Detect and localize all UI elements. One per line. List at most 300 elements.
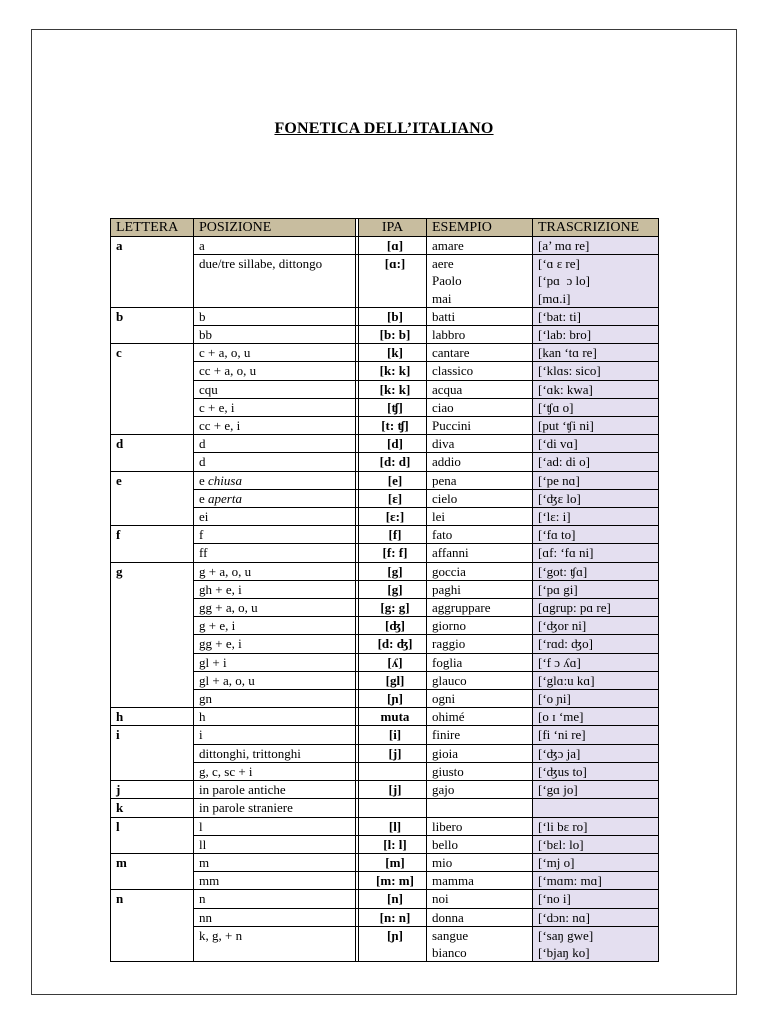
cell-esempio	[427, 671, 533, 689]
cell-trascrizione	[533, 599, 659, 617]
posizione-text: e	[199, 490, 209, 506]
trascrizione-text: [‘bɛl: lo]	[538, 836, 584, 852]
trascrizione-text: [‘mɑm: mɑ]	[538, 873, 602, 889]
posizione-text: due/tre sillabe, dittongo	[199, 256, 323, 272]
table-row	[111, 307, 659, 325]
cell-trascrizione	[533, 890, 659, 908]
posizione-text: mm	[199, 873, 220, 889]
trascrizione-text: [‘ʤus to]	[538, 763, 587, 779]
trascrizione-text: [fi ‘ni re]	[538, 727, 586, 743]
cell-trascrizione	[533, 526, 659, 544]
trascrizione-text	[538, 799, 658, 816]
cell-trascrizione	[533, 255, 659, 308]
cell-posizione	[194, 326, 356, 344]
esempio-text: cantare	[432, 345, 470, 361]
esempio-text: noi	[432, 891, 449, 907]
cell-esempio	[427, 926, 533, 961]
table-row	[111, 237, 659, 255]
table-row	[111, 508, 659, 526]
cell-trascrizione	[533, 362, 659, 380]
cell-ipa: [m]	[359, 853, 427, 871]
cell-posizione	[194, 580, 356, 598]
posizione-text: h	[199, 709, 206, 725]
cell-posizione	[194, 726, 356, 744]
cell-posizione	[194, 872, 356, 890]
cell-esempio	[427, 853, 533, 871]
cell-ipa: [ɛ]	[359, 489, 427, 507]
trascrizione-text: [‘klɑs: sico]	[538, 363, 601, 379]
trascrizione-text: [‘ʤɛ lo]	[538, 490, 581, 506]
table-row	[111, 362, 659, 380]
posizione-text: c + e, i	[199, 399, 235, 415]
cell-esempio	[427, 908, 533, 926]
trascrizione-text: [‘dɔn: nɑ]	[538, 909, 590, 925]
cell-esempio	[427, 255, 533, 308]
cell-ipa: [t: ʧ]	[359, 417, 427, 435]
cell-ipa: [ɲ]	[359, 926, 427, 961]
cell-posizione	[194, 453, 356, 471]
cell-esempio	[427, 635, 533, 653]
cell-trascrizione	[533, 799, 659, 817]
esempio-text: aere	[432, 256, 454, 272]
esempio-text: mamma	[432, 873, 474, 889]
cell-esempio	[427, 690, 533, 708]
cell-lettera: b	[111, 307, 194, 343]
table-row	[111, 726, 659, 744]
cell-ipa: muta	[359, 708, 427, 726]
posizione-text: d	[199, 436, 206, 452]
posizione-text: in parole antiche	[199, 782, 286, 798]
cell-ipa: [ɑ]	[359, 237, 427, 255]
trascrizione-text: [‘lɛ: i]	[538, 509, 571, 525]
esempio-text: fato	[432, 527, 453, 543]
esempio-text: affanni	[432, 545, 469, 561]
posizione-text: ff	[199, 545, 208, 561]
cell-posizione	[194, 908, 356, 926]
cell-trascrizione	[533, 653, 659, 671]
cell-trascrizione	[533, 237, 659, 255]
trascrizione-text: [put ‘ʧi ni]	[538, 418, 594, 434]
esempio-text: mio	[432, 854, 453, 870]
cell-trascrizione	[533, 580, 659, 598]
cell-ipa	[359, 799, 427, 817]
cell-esempio	[427, 526, 533, 544]
cell-posizione	[194, 398, 356, 416]
esempio-text: batti	[432, 308, 456, 324]
esempio-text: bello	[432, 836, 458, 852]
cell-lettera: g	[111, 562, 194, 708]
cell-posizione	[194, 489, 356, 507]
trascrizione-text: [a’ mɑ re]	[538, 238, 590, 253]
header-posizione: POSIZIONE	[194, 219, 356, 237]
esempio-text: ciao	[432, 399, 454, 415]
cell-trascrizione	[533, 817, 659, 835]
table-header-row	[111, 219, 659, 237]
cell-lettera: a	[111, 237, 194, 308]
table-row	[111, 690, 659, 708]
esempio-text: diva	[432, 436, 455, 452]
posizione-text: gn	[199, 691, 212, 707]
cell-ipa: [ʤ]	[359, 617, 427, 635]
cell-esempio	[427, 799, 533, 817]
cell-ipa: [ʎ]	[359, 653, 427, 671]
posizione-text: dittonghi, trittonghi	[199, 745, 301, 761]
cell-esempio	[427, 344, 533, 362]
cell-posizione	[194, 435, 356, 453]
cell-esempio	[427, 890, 533, 908]
posizione-text: ei	[199, 509, 209, 525]
cell-posizione	[194, 817, 356, 835]
cell-esempio	[427, 398, 533, 416]
cell-trascrizione	[533, 617, 659, 635]
cell-trascrizione	[533, 417, 659, 435]
cell-esempio	[427, 471, 533, 489]
esempio-text: cielo	[432, 490, 458, 506]
trascrizione-text: [ɑgrup: pɑ re]	[538, 600, 611, 616]
esempio-text: finire	[432, 727, 461, 743]
esempio-text: Puccini	[432, 418, 471, 434]
posizione-text: cc + e, i	[199, 418, 241, 434]
cell-posizione	[194, 307, 356, 325]
cell-ipa: [k]	[359, 344, 427, 362]
cell-posizione	[194, 762, 356, 780]
cell-trascrizione	[533, 489, 659, 507]
posizione-text: k, g, + n	[199, 927, 243, 943]
cell-esempio	[427, 380, 533, 398]
trascrizione-text: [kan ‘tɑ re]	[538, 345, 597, 361]
esempio-text: giusto	[432, 763, 464, 779]
cell-posizione	[194, 380, 356, 398]
trascrizione-text: [‘mj o]	[538, 854, 575, 870]
cell-esempio	[427, 653, 533, 671]
esempio-text	[432, 799, 532, 816]
cell-esempio	[427, 781, 533, 799]
cell-posizione	[194, 417, 356, 435]
cell-esempio	[427, 435, 533, 453]
esempio-text: amare	[432, 238, 464, 253]
cell-trascrizione	[533, 471, 659, 489]
cell-ipa: [b]	[359, 307, 427, 325]
cell-esempio	[427, 544, 533, 562]
cell-posizione	[194, 926, 356, 961]
posizione-text: i	[199, 727, 203, 743]
cell-posizione	[194, 781, 356, 799]
esempio-text: acqua	[432, 381, 463, 397]
esempio-text: bianco	[432, 944, 467, 960]
cell-esempio	[427, 417, 533, 435]
cell-trascrizione	[533, 508, 659, 526]
header-ipa: IPA	[359, 219, 427, 237]
table-row	[111, 453, 659, 471]
posizione-text: gg + a, o, u	[199, 600, 258, 616]
cell-posizione	[194, 744, 356, 762]
table-row	[111, 417, 659, 435]
esempio-text: addio	[432, 454, 461, 470]
posizione-text: cqu	[199, 381, 218, 397]
cell-trascrizione	[533, 835, 659, 853]
cell-esempio	[427, 362, 533, 380]
cell-lettera: d	[111, 435, 194, 471]
cell-posizione	[194, 890, 356, 908]
trascrizione-text: [‘di vɑ]	[538, 436, 578, 452]
table-row	[111, 781, 659, 799]
table-row	[111, 926, 659, 961]
cell-posizione	[194, 799, 356, 817]
posizione-text: in parole straniere	[199, 800, 293, 816]
table-row	[111, 817, 659, 835]
trascrizione-text: [‘ʤɔ ja]	[538, 745, 581, 761]
cell-trascrizione	[533, 435, 659, 453]
posizione-text: b	[199, 308, 206, 324]
posizione-text: e	[199, 472, 209, 488]
cell-trascrizione	[533, 726, 659, 744]
cell-posizione	[194, 255, 356, 308]
cell-ipa	[359, 762, 427, 780]
esempio-text: giorno	[432, 618, 466, 634]
table-row	[111, 799, 659, 817]
posizione-italic: aperta	[208, 490, 242, 506]
cell-esempio	[427, 708, 533, 726]
cell-esempio	[427, 307, 533, 325]
cell-trascrizione	[533, 398, 659, 416]
cell-esempio	[427, 326, 533, 344]
cell-ipa: [d]	[359, 435, 427, 453]
table-row	[111, 635, 659, 653]
esempio-text: classico	[432, 363, 474, 379]
cell-ipa: [ɑ:]	[359, 255, 427, 308]
posizione-text: g + a, o, u	[199, 563, 252, 579]
table-row	[111, 908, 659, 926]
table-row	[111, 853, 659, 871]
cell-ipa: [e]	[359, 471, 427, 489]
posizione-text: cc + a, o, u	[199, 363, 257, 379]
esempio-text: libero	[432, 818, 463, 834]
esempio-text: pena	[432, 472, 457, 488]
cell-ipa: [ʧ]	[359, 398, 427, 416]
trascrizione-text: [‘fɑ to]	[538, 527, 576, 543]
posizione-text: n	[199, 891, 206, 907]
cell-ipa: [b: b]	[359, 326, 427, 344]
trascrizione-text: [‘ʧɑ o]	[538, 399, 574, 415]
trascrizione-text: [‘li bɛ ro]	[538, 818, 588, 834]
cell-esempio	[427, 237, 533, 255]
trascrizione-text: [‘ɑ ɛ re]	[538, 256, 580, 272]
header-trascrizione: TRASCRIZIONE	[533, 219, 659, 237]
cell-esempio	[427, 762, 533, 780]
trascrizione-text: [‘f ɔ ʎɑ]	[538, 654, 581, 670]
cell-ipa: [ɛ:]	[359, 508, 427, 526]
table-row	[111, 344, 659, 362]
cell-esempio	[427, 508, 533, 526]
trascrizione-text: [‘glɑ:u kɑ]	[538, 672, 595, 688]
trascrizione-text: [‘pɑ ɔ lo]	[538, 273, 590, 289]
posizione-text: l	[199, 818, 203, 834]
cell-trascrizione	[533, 690, 659, 708]
cell-trascrizione	[533, 562, 659, 580]
cell-lettera: f	[111, 526, 194, 562]
esempio-text: lei	[432, 509, 445, 525]
cell-posizione	[194, 853, 356, 871]
trascrizione-text: [ɑf: ‘fɑ ni]	[538, 545, 594, 561]
table-row	[111, 489, 659, 507]
trascrizione-text: [‘saŋ gwe]	[538, 927, 594, 943]
cell-esempio	[427, 489, 533, 507]
table-row	[111, 653, 659, 671]
posizione-text: nn	[199, 909, 212, 925]
table-row	[111, 562, 659, 580]
cell-ipa: [j]	[359, 744, 427, 762]
cell-trascrizione	[533, 872, 659, 890]
table-row	[111, 526, 659, 544]
cell-lettera: l	[111, 817, 194, 853]
cell-trascrizione	[533, 453, 659, 471]
cell-lettera: j	[111, 781, 194, 799]
cell-ipa: [g]	[359, 562, 427, 580]
cell-lettera: k	[111, 799, 194, 817]
cell-ipa: [k: k]	[359, 362, 427, 380]
cell-ipa: [n: n]	[359, 908, 427, 926]
trascrizione-text: [‘o ɲi]	[538, 691, 571, 707]
cell-lettera: h	[111, 708, 194, 726]
cell-ipa: [l: l]	[359, 835, 427, 853]
cell-posizione	[194, 653, 356, 671]
trascrizione-text: [o ɪ ‘me]	[538, 709, 584, 725]
cell-lettera: i	[111, 726, 194, 781]
cell-trascrizione	[533, 307, 659, 325]
cell-esempio	[427, 726, 533, 744]
table-row	[111, 744, 659, 762]
table-row	[111, 617, 659, 635]
cell-lettera: m	[111, 853, 194, 889]
cell-posizione	[194, 362, 356, 380]
cell-posizione	[194, 562, 356, 580]
cell-ipa: [k: k]	[359, 380, 427, 398]
posizione-italic: chiusa	[208, 472, 242, 488]
posizione-text: f	[199, 527, 204, 543]
posizione-text: a	[199, 238, 205, 253]
table-row	[111, 835, 659, 853]
cell-trascrizione	[533, 671, 659, 689]
cell-posizione	[194, 599, 356, 617]
cell-esempio	[427, 599, 533, 617]
trascrizione-text: [mɑ.i]	[538, 290, 571, 306]
cell-ipa: [g]	[359, 580, 427, 598]
table-row	[111, 872, 659, 890]
trascrizione-text: [‘pe nɑ]	[538, 472, 580, 488]
posizione-text: ll	[199, 836, 207, 852]
page-title: FONETICA DELL’ITALIANO	[274, 120, 494, 137]
phonetics-table	[110, 218, 659, 962]
cell-ipa: [n]	[359, 890, 427, 908]
esempio-text: foglia	[432, 654, 463, 670]
cell-ipa: [d: ʤ]	[359, 635, 427, 653]
cell-posizione	[194, 471, 356, 489]
esempio-text: raggio	[432, 636, 466, 652]
esempio-text: ohimé	[432, 709, 465, 725]
cell-trascrizione	[533, 853, 659, 871]
cell-posizione	[194, 526, 356, 544]
table-row	[111, 599, 659, 617]
cell-ipa: [j]	[359, 781, 427, 799]
table-row	[111, 435, 659, 453]
trascrizione-text: [‘got: ʧɑ]	[538, 563, 588, 579]
cell-ipa: [l]	[359, 817, 427, 835]
cell-posizione	[194, 344, 356, 362]
cell-esempio	[427, 744, 533, 762]
cell-trascrizione	[533, 781, 659, 799]
table-row	[111, 708, 659, 726]
cell-trascrizione	[533, 926, 659, 961]
cell-esempio	[427, 872, 533, 890]
table-row	[111, 890, 659, 908]
esempio-text: Paolo	[432, 273, 462, 289]
esempio-text: mai	[432, 290, 452, 306]
posizione-text: bb	[199, 327, 212, 343]
cell-esempio	[427, 835, 533, 853]
posizione-text: c + a, o, u	[199, 345, 251, 361]
cell-posizione	[194, 617, 356, 635]
esempio-text: paghi	[432, 581, 461, 597]
posizione-text: g, c, sc + i	[199, 763, 253, 779]
posizione-text: m	[199, 854, 210, 870]
esempio-text: gioia	[432, 745, 458, 761]
cell-ipa: [f]	[359, 526, 427, 544]
esempio-text: labbro	[432, 327, 466, 343]
trascrizione-text: [‘ad: di o]	[538, 454, 590, 470]
cell-posizione	[194, 237, 356, 255]
cell-posizione	[194, 635, 356, 653]
table-row	[111, 762, 659, 780]
trascrizione-text: [‘lab: bro]	[538, 327, 592, 343]
header-esempio: ESEMPIO	[427, 219, 533, 237]
table-row	[111, 255, 659, 308]
cell-lettera: e	[111, 471, 194, 526]
cell-lettera: n	[111, 890, 194, 962]
cell-ipa: [ɲ]	[359, 690, 427, 708]
cell-ipa: [f: f]	[359, 544, 427, 562]
cell-posizione	[194, 508, 356, 526]
esempio-text: sangue	[432, 927, 469, 943]
cell-lettera: c	[111, 344, 194, 435]
posizione-text: g + e, i	[199, 618, 236, 634]
posizione-text: gg + e, i	[199, 636, 242, 652]
cell-ipa: [d: d]	[359, 453, 427, 471]
cell-esempio	[427, 617, 533, 635]
esempio-text: donna	[432, 909, 464, 925]
esempio-text: goccia	[432, 563, 466, 579]
cell-trascrizione	[533, 544, 659, 562]
cell-posizione	[194, 544, 356, 562]
table-row	[111, 398, 659, 416]
cell-trascrizione	[533, 326, 659, 344]
table-row	[111, 380, 659, 398]
posizione-text: d	[199, 454, 206, 470]
cell-posizione	[194, 671, 356, 689]
cell-trascrizione	[533, 344, 659, 362]
trascrizione-text: [‘ɑk: kwa]	[538, 381, 593, 397]
trascrizione-text: [‘bat: ti]	[538, 308, 581, 324]
trascrizione-text: [‘bjaŋ ko]	[538, 944, 590, 960]
cell-trascrizione	[533, 380, 659, 398]
table-row	[111, 326, 659, 344]
posizione-text: gl + a, o, u	[199, 672, 255, 688]
cell-ipa: [m: m]	[359, 872, 427, 890]
esempio-text: glauco	[432, 672, 467, 688]
cell-ipa: [gl]	[359, 671, 427, 689]
cell-posizione	[194, 708, 356, 726]
header-lettera: LETTERA	[111, 219, 194, 237]
table-row	[111, 544, 659, 562]
